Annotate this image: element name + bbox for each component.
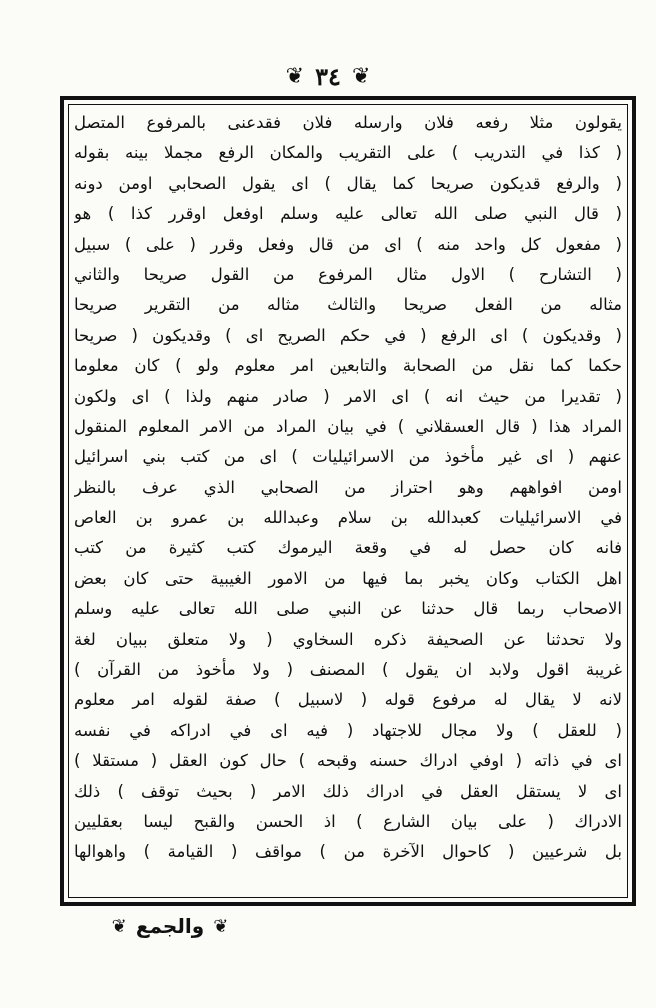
text-line: اهل الكتاب وكان يخبر بما فيها من الامور الغيبية حتى كان بعض (74, 568, 622, 588)
text-line: اومن افواههم وهو احتراز من الصحابي الذي عرف بالنظر (74, 477, 622, 497)
text-line: ( وقديكون ) اى الرفع ( في حكم الصريح اى ) وقديكون ( صريحا (74, 325, 622, 345)
text-line: مثاله من الفعل صريحا والثالث مثاله من التقرير صريحا (74, 295, 622, 315)
text-line: ( مفعول كل واحد منه ) اى من قال وفعل وقرر ( على ) سبيل (74, 234, 622, 254)
main-text-block (74, 108, 622, 894)
page-footer (80, 914, 260, 950)
text-line: ( للعقل ) ولا مجال للاجتهاد ( فيه اى في ادراكه في نفسه (74, 720, 622, 740)
text-line: اى في ذاته ( اوفي ادراك حسنه وقبحه ) حال كون العقل ( مستقلا ) (74, 751, 622, 771)
text-line: يقولون مثلا رفعه فلان وارسله فلان فقدعنى بالمرفوع المتصل (74, 113, 622, 132)
text-line: لانه لا يقال له مرفوع قوله ( لاسبيل ) صفة لقوله امر معلوم (74, 690, 622, 710)
text-line: الاصحاب ربما قال حدثنا عن النبي صلى الله تعالى عليه وسلم (74, 599, 622, 619)
text-frame (60, 96, 636, 906)
text-line: المراد هذا ( قال العسقلاني ) في بيان المراد من الامر المعلوم المنقول (74, 416, 622, 436)
fleuron-right-icon: ❦ (351, 64, 371, 89)
text-line: اى لا يستقل العقل في ادراك ذلك الامر ( بحيث توقف ) ذلك (74, 781, 622, 801)
text-line: في الاسرائيليات كعبدالله بن سلام وعبدالله بن عمرو بن العاص (74, 508, 622, 528)
text-line: الادراك ( على بيان الشارع ) اذ الحسن والقبح ليسا بعقليين (74, 811, 622, 831)
text-line: حكما كما نقل من الصحابة والتابعين امر معلوم ولو ) كان معلوما (74, 356, 622, 376)
text-line: بل شرعيين ( كاحوال الآخرة من ) مواقف ( القيامة ) واهوالها (74, 842, 622, 862)
fleuron-footer-right-icon: ❦ (213, 915, 229, 937)
page-header (0, 62, 656, 98)
text-line: ( والرفع قديكون صريحا كما يقال ) اى يقول الصحابي اومن دونه (74, 173, 622, 193)
text-line: ( قال النبي صلى الله تعالى عليه وسلم اوفعل اوقرر كذا ) هو (74, 204, 622, 224)
text-line: ( تقديرا من حيث انه ) اى الامر ( صادر منهم ولذا ) اى ولكون (74, 386, 622, 406)
page-number: ٣٤ (315, 62, 341, 91)
fleuron-left-icon: ❦ (285, 64, 305, 89)
fleuron-footer-left-icon: ❦ (111, 915, 127, 937)
catchword: والجمع (135, 914, 205, 938)
text-line: ( التشارح ) الاول مثال المرفوع من القول صريحا والثاني (74, 264, 622, 284)
text-line: فانه كان حصل له في وقعة اليرموك كتب كثيرة من كتب (74, 538, 622, 558)
text-line: عنهم ( اى غير مأخوذ من الاسرائيليات ) اى من كتب بني اسرائيل (74, 447, 622, 467)
text-line: غريبة اقول ولابد ان يقول ) المصنف ( ولا مأخوذ من القرآن ) (74, 660, 622, 680)
text-line: ( كذا في التدريب ) على التقريب والمكان الرفع مجملا بينه بقوله (74, 143, 622, 163)
text-line: ولا تحدثنا عن الصحيفة ذكره السخاوي ( ولا متعلق ببيان لغة (74, 629, 622, 649)
